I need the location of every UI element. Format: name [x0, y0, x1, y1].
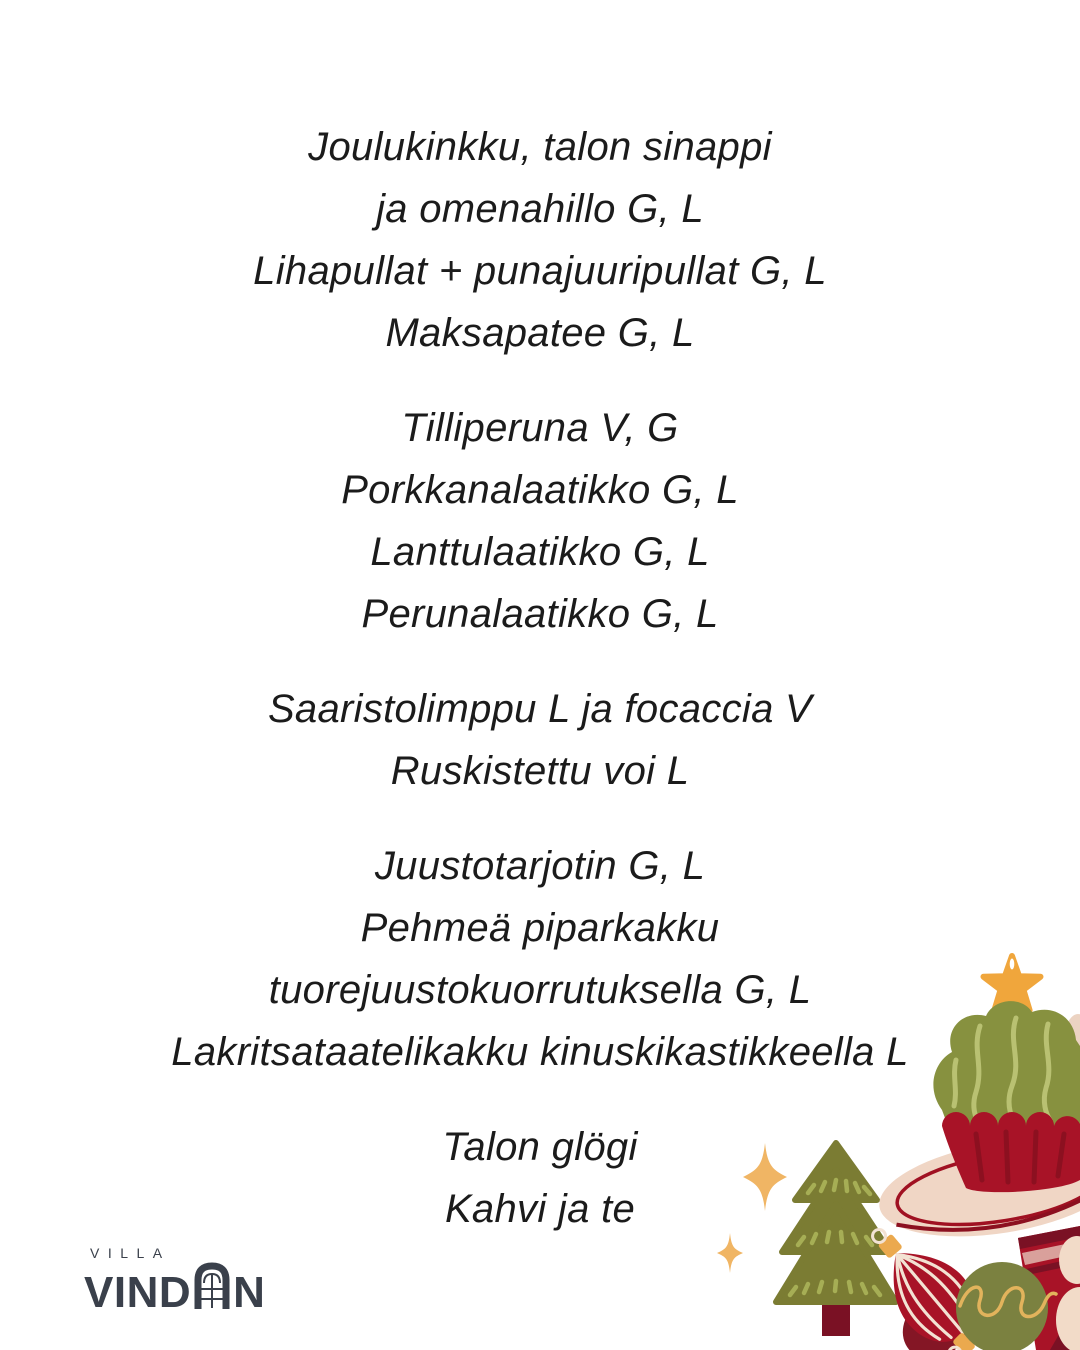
menu-line: ja omenahillo G, L — [376, 187, 704, 231]
menu-line: Lakritsataatelikakku kinuskikastikkeella L — [171, 1030, 909, 1074]
menu-line: Ruskistettu voi L — [390, 749, 690, 793]
menu-group-casseroles — [0, 397, 1080, 645]
menu-line: Lihapullat + punajuuripullat G, L — [253, 249, 827, 293]
menu-group-mains — [0, 116, 1080, 364]
menu-line: Porkkanalaatikko G, L — [341, 468, 739, 512]
menu-line: Lanttulaatikko G, L — [370, 530, 710, 574]
menu-line: Kahvi ja te — [444, 1187, 636, 1231]
menu-line: Saaristolimppu L ja focaccia V — [267, 687, 813, 731]
logo-n-letter: N — [233, 1268, 266, 1317]
menu-line: Maksapatee G, L — [385, 311, 695, 355]
menu-line: Talon glögi — [442, 1125, 638, 1169]
arched-window-icon — [194, 1262, 230, 1309]
menu-line: Perunalaatikko G, L — [361, 592, 719, 636]
small-sparkle-icon — [717, 1233, 743, 1273]
star-highlight — [1010, 959, 1015, 970]
christmas-illustration — [680, 930, 1080, 1350]
menu-line: Pehmeä piparkakku — [360, 906, 720, 950]
menu-line: Juustotarjotin G, L — [374, 844, 706, 888]
menu-line: tuorejuustokuorrutuksella G, L — [268, 968, 812, 1012]
sparkle-icon — [743, 1143, 787, 1211]
christmas-tree-icon — [776, 1143, 896, 1336]
christmas-tree-cupcake-icon — [933, 956, 1080, 1192]
menu-line: Tilliperuna V, G — [401, 406, 679, 450]
logo-villa-text: VILLA — [90, 1245, 171, 1261]
logo-vindan-text — [84, 1262, 266, 1317]
logo-vind-letters: VIND — [84, 1268, 192, 1317]
menu-group-breads — [0, 678, 1080, 802]
menu-line: Joulukinkku, talon sinappi — [308, 125, 772, 169]
villa-vindan-logo — [84, 1245, 266, 1317]
